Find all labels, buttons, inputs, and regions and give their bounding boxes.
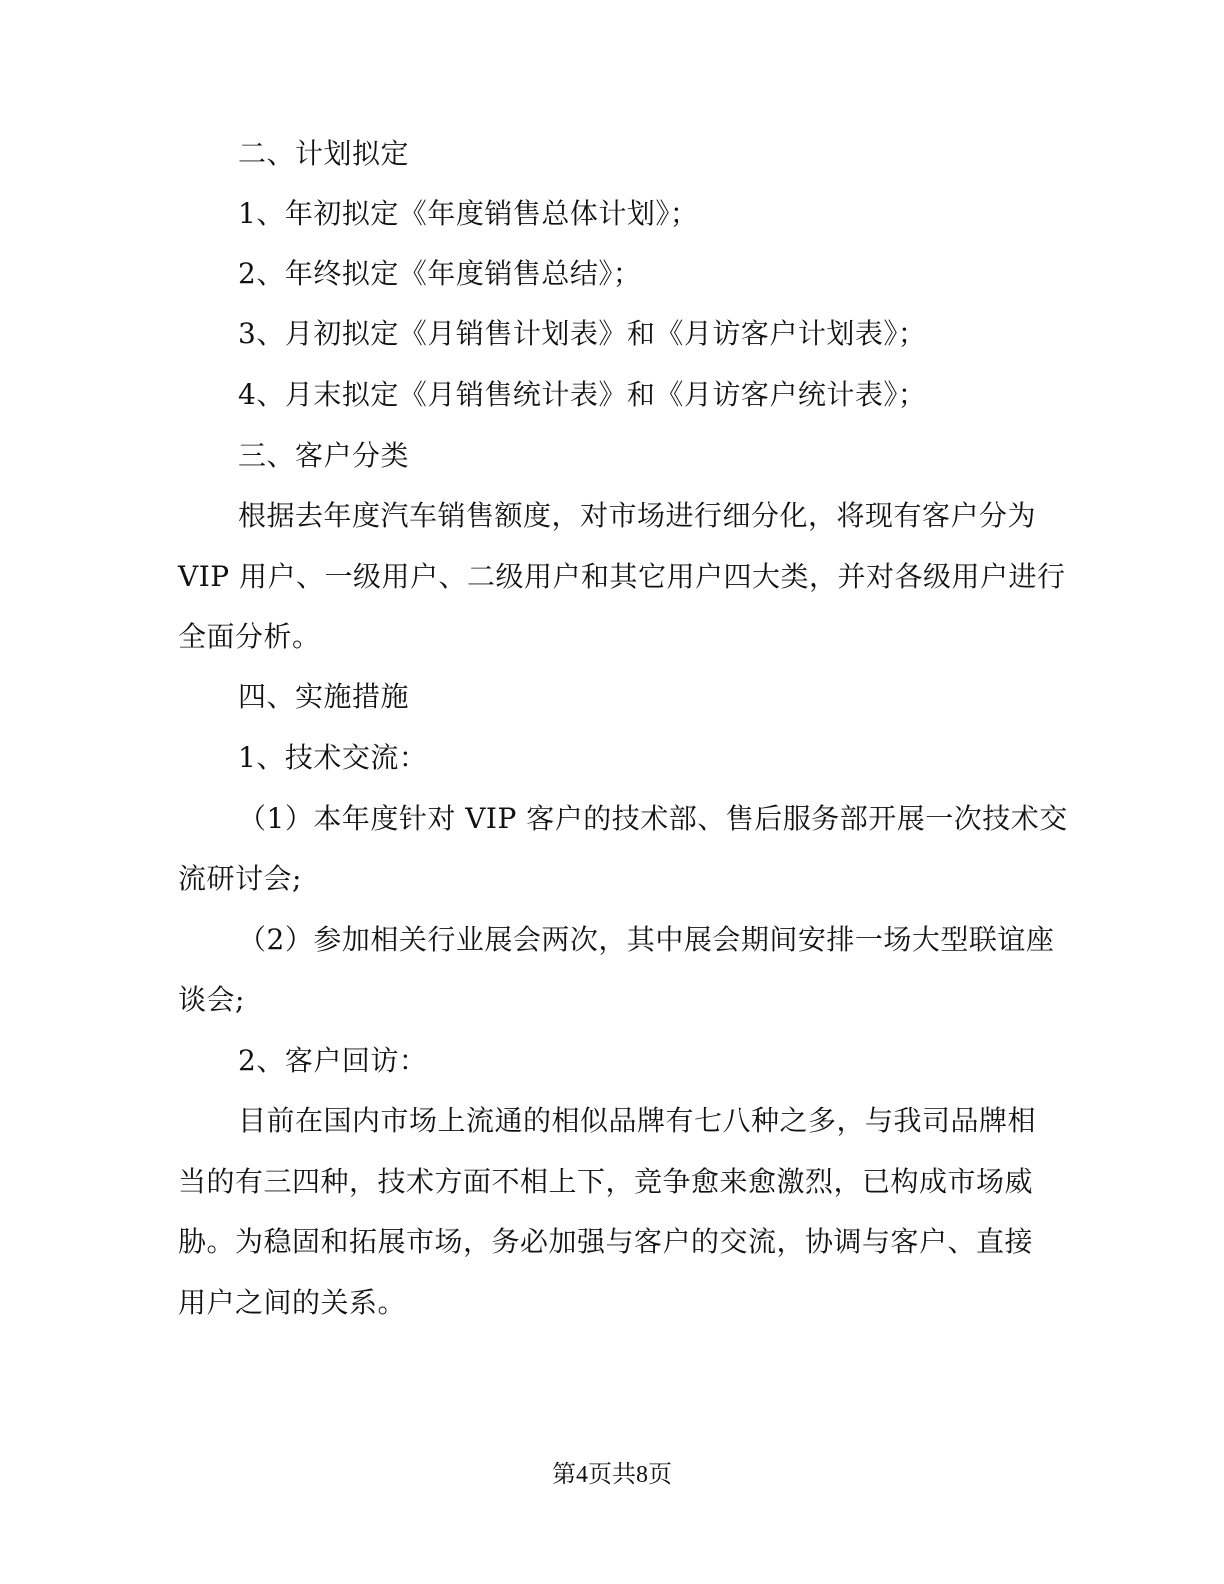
plan-item-1: 1、年初拟定《年度销售总体计划》；: [238, 197, 699, 230]
technical-exchange-point-2-line-1: （2）参加相关行业展会两次，其中展会期间安排一场大型联谊座: [238, 923, 1055, 956]
classification-paragraph-line-2: VIP 用户、一级用户、二级用户和其它用户四大类，并对各级用户进行: [178, 560, 1066, 593]
technical-exchange-point-1-line-2: 流研讨会;: [178, 862, 302, 895]
technical-exchange-point-2-line-2: 谈会;: [178, 983, 245, 1016]
section-heading-measures: 四、实施措施: [238, 680, 410, 713]
classification-paragraph-line-1: 根据去年度汽车销售额度，对市场进行细分化，将现有客户分为: [238, 499, 1037, 532]
plan-item-2: 2、年终拟定《年度销售总结》；: [238, 257, 642, 290]
customer-visit-paragraph-line-1: 目前在国内市场上流通的相似品牌有七八种之多，与我司品牌相: [238, 1104, 1037, 1137]
section-heading-plan: 二、计划拟定: [238, 137, 410, 170]
measure-heading-customer-visit: 2、客户回访：: [238, 1044, 428, 1077]
section-heading-customer-classification: 三、客户分类: [238, 439, 410, 472]
customer-visit-paragraph-line-4: 用户之间的关系。: [178, 1286, 407, 1319]
classification-paragraph-line-3: 全面分析。: [178, 620, 321, 653]
measure-heading-technical-exchange: 1、技术交流：: [238, 741, 428, 774]
page-number-footer: 第4页共8页: [552, 1462, 672, 1488]
technical-exchange-point-1-line-1: （1）本年度针对 VIP 客户的技术部、售后服务部开展一次技术交: [238, 802, 1068, 835]
plan-item-3: 3、月初拟定《月销售计划表》和《月访客户计划表》；: [238, 317, 927, 350]
plan-item-4: 4、月末拟定《月销售统计表》和《月访客户统计表》；: [238, 378, 927, 411]
customer-visit-paragraph-line-3: 胁。为稳固和拓展市场，务必加强与客户的交流，协调与客户、直接: [178, 1225, 1034, 1258]
customer-visit-paragraph-line-2: 当的有三四种，技术方面不相上下，竞争愈来愈激烈，已构成市场威: [178, 1165, 1034, 1198]
